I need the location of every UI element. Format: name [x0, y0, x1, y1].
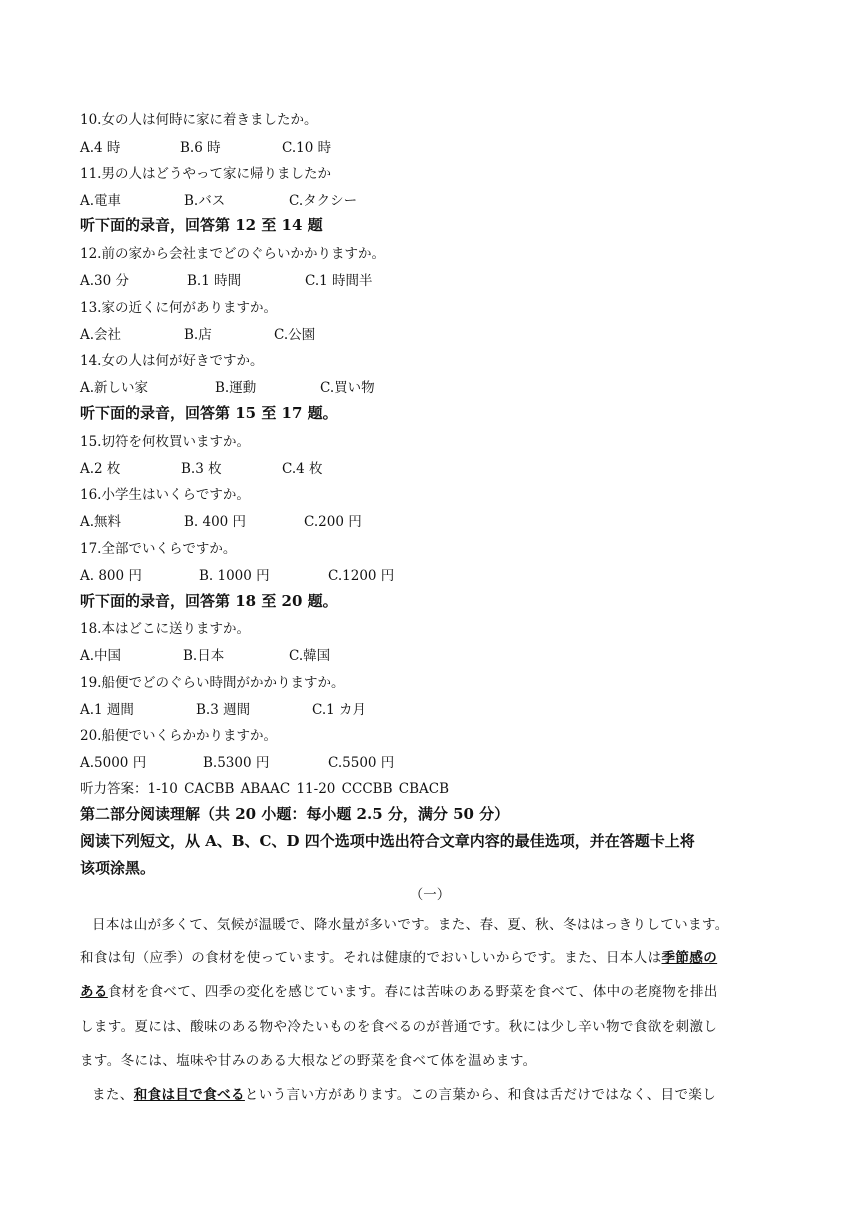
option-11b: B.バス — [184, 193, 226, 209]
passage-line-5: ます。冬には、塩味や甘みのある大根などの野菜を食べて体を温めます。 — [80, 1053, 537, 1069]
passage-text: 食材を食べて、四季の変化を感じています。春には苦味のある野菜を食べて、体中の老廃物を排出 — [107, 984, 718, 1000]
section-heading-15-17: 听下面的录音，回答第 15 至 17 题。 — [80, 404, 338, 422]
option-14a: A.新しい家 — [80, 380, 149, 396]
passage-text: 和食は旬（应季）の食材を使っています。それは健康的でおいしいからです。また、日本人は — [80, 950, 662, 966]
option-15b: B.3 枚 — [181, 461, 222, 477]
option-19c: C.1 カ月 — [312, 702, 367, 718]
question-19: 19.船便でどのぐらい時間がかかりますか。 — [80, 675, 345, 691]
passage-line-2 — [80, 946, 780, 966]
underlined-phrase-eat-with-eyes: 和食は目で食べる — [133, 1087, 245, 1103]
underlined-term-seasonal: 季節感の — [661, 950, 718, 966]
passage-line-4: します。夏には、酸味のある物や冷たいものを食べるのが普通です。秋には少し辛い物で食欲を刺激し — [80, 1019, 718, 1035]
option-14b: B.運動 — [215, 380, 257, 396]
option-12b: B.1 時間 — [187, 273, 242, 289]
option-12c: C.1 時間半 — [305, 273, 373, 289]
option-13a: A.会社 — [80, 327, 122, 343]
option-16b: B. 400 円 — [184, 514, 247, 530]
option-20a: A.5000 円 — [80, 755, 147, 771]
option-15a: A.2 枚 — [80, 461, 121, 477]
passage-text: という言い方があります。この言葉から、和食は舌だけではなく、目で楽し — [244, 1087, 717, 1103]
option-12a: A.30 分 — [80, 273, 130, 289]
option-16c: C.200 円 — [304, 514, 362, 530]
question-20: 20.船便でいくらかかりますか。 — [80, 728, 277, 744]
option-19a: A.1 週間 — [80, 702, 134, 718]
option-13b: B.店 — [184, 327, 212, 343]
option-13c: C.公園 — [274, 327, 316, 343]
question-13: 13.家の近くに何がありますか。 — [80, 300, 277, 316]
option-17b: B. 1000 円 — [199, 568, 270, 584]
passage-text: また、 — [92, 1087, 134, 1103]
option-10a: A.4 時 — [80, 140, 121, 156]
option-15c: C.4 枚 — [282, 461, 323, 477]
option-10b: B.6 時 — [180, 140, 221, 156]
option-18a: A.中国 — [80, 648, 122, 664]
question-10: 10.女の人は何時に家に着きましたか。 — [80, 112, 318, 128]
part-two-title: 第二部分阅读理解（共 20 小题：每小题 2.5 分，满分 50 分） — [80, 805, 510, 823]
question-14: 14.女の人は何が好きですか。 — [80, 353, 264, 369]
option-10c: C.10 時 — [282, 140, 332, 156]
passage-line-1: 日本は山が多くて、気候が温暖で、降水量が多いです。また、春、夏、秋、冬ははっきりしています。 — [92, 917, 729, 933]
underlined-term-seasonal-end: ある — [80, 984, 108, 1000]
reading-instructions-line-1: 阅读下列短文，从 A、B、C、D 四个选项中选出符合文章内容的最佳选项，并在答题卡上将 — [80, 832, 695, 850]
option-14c: C.買い物 — [320, 380, 375, 396]
option-17a: A. 800 円 — [80, 568, 142, 584]
option-20b: B.5300 円 — [203, 755, 270, 771]
question-18: 18.本はどこに送りますか。 — [80, 621, 250, 637]
option-18c: C.韓国 — [289, 648, 331, 664]
option-18b: B.日本 — [183, 648, 225, 664]
option-11c: C.タクシー — [289, 193, 358, 209]
passage-line-3 — [80, 980, 780, 1000]
question-15: 15.切符を何枚買いますか。 — [80, 434, 250, 450]
question-11: 11.男の人はどうやって家に帰りましたか — [80, 166, 331, 182]
option-19b: B.3 週間 — [196, 702, 251, 718]
option-11a: A.電車 — [80, 193, 122, 209]
section-heading-12-14: 听下面的录音，回答第 12 至 14 题 — [80, 216, 323, 234]
passage-section-number: （一） — [409, 887, 451, 903]
option-20c: C.5500 円 — [328, 755, 395, 771]
question-16: 16.小学生はいくらですか。 — [80, 487, 250, 503]
reading-instructions-line-2: 该项涂黑。 — [80, 859, 156, 877]
passage-line-6 — [92, 1083, 792, 1103]
question-17: 17.全部でいくらですか。 — [80, 541, 237, 557]
listening-answer-key: 听力答案：1-10 CACBB ABAAC 11-20 CCCBB CBACB — [80, 781, 450, 797]
option-16a: A.無料 — [80, 514, 122, 530]
section-heading-18-20: 听下面的录音，回答第 18 至 20 题。 — [80, 592, 338, 610]
question-12: 12.前の家から会社までどのぐらいかかりますか。 — [80, 246, 385, 262]
option-17c: C.1200 円 — [328, 568, 395, 584]
